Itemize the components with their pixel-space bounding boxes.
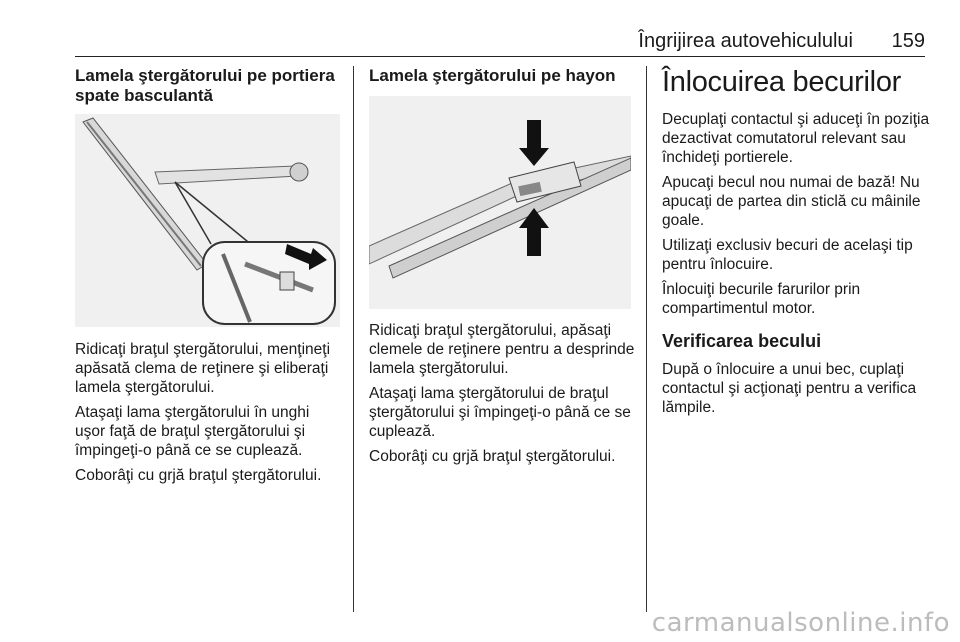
paragraph: Coborâţi cu grjă braţul ştergătorului. bbox=[75, 467, 322, 484]
column-bulb-replacement bbox=[662, 66, 932, 423]
paragraph: Ataşaţi lama ştergătorului în unghi uşor faţă de braţul ştergătorului şi împingeţi-o până ce se cuplează. bbox=[75, 404, 310, 459]
paragraph: Utilizaţi exclusiv becuri de acelaşi tip pentru înlocuire. bbox=[662, 237, 913, 273]
column-hayon-wiper bbox=[369, 66, 631, 86]
header-rule bbox=[75, 56, 925, 57]
watermark-text: carmanualsonline.info bbox=[651, 608, 950, 638]
hayon-wiper-illustration bbox=[369, 96, 631, 309]
page-header bbox=[75, 20, 925, 50]
paragraph: Ridicaţi braţul ştergătorului, apăsaţi clemele de reţinere pentru a desprinde lamela ştergătorului. bbox=[369, 322, 635, 377]
paragraph: Coborâţi cu grjă braţul ştergătorului. bbox=[369, 448, 616, 465]
heading-bulb-replacement: Înlocuirea becurilor bbox=[662, 66, 902, 98]
paragraph: După o înlocuire a unui bec, cuplaţi contactul şi acţionaţi pentru a verifica lămpile. bbox=[662, 361, 917, 416]
column-divider bbox=[646, 66, 647, 612]
column-tailgate-wiper-text bbox=[75, 340, 343, 491]
paragraph: Ataşaţi lama ştergătorului de braţul ştergătorului şi împingeţi-o până ce se cuplează. bbox=[369, 385, 631, 440]
section-title: Îngrijirea autovehiculului bbox=[638, 30, 853, 52]
wiper-blade-illustration bbox=[75, 114, 340, 327]
column-hayon-wiper-text bbox=[369, 321, 635, 472]
paragraph: Înlocuiţi becurile farurilor prin compartimentul motor. bbox=[662, 281, 861, 317]
heading-bulb-check: Verificarea becului bbox=[662, 331, 822, 351]
page-number: 159 bbox=[891, 30, 925, 52]
column-tailgate-wiper bbox=[75, 66, 340, 106]
paragraph: Decuplaţi contactul şi aduceţi în poziţia dezactivat comutatorul relevant sau închideţi portierele. bbox=[662, 111, 930, 166]
heading-hayon-wiper: Lamela ştergătorului pe hayon bbox=[369, 66, 616, 85]
paragraph: Apucaţi becul nou numai de bază! Nu apucaţi de partea din sticlă cu mâinile goale. bbox=[662, 174, 921, 229]
paragraph: Ridicaţi braţul ştergătorului, menţineţi apăsată clema de reţinere şi eliberaţi lamela ştergătorului. bbox=[75, 341, 331, 396]
column-divider bbox=[353, 66, 354, 612]
heading-tailgate-wiper: Lamela ştergătorului pe portiera spate basculantă bbox=[75, 66, 335, 105]
